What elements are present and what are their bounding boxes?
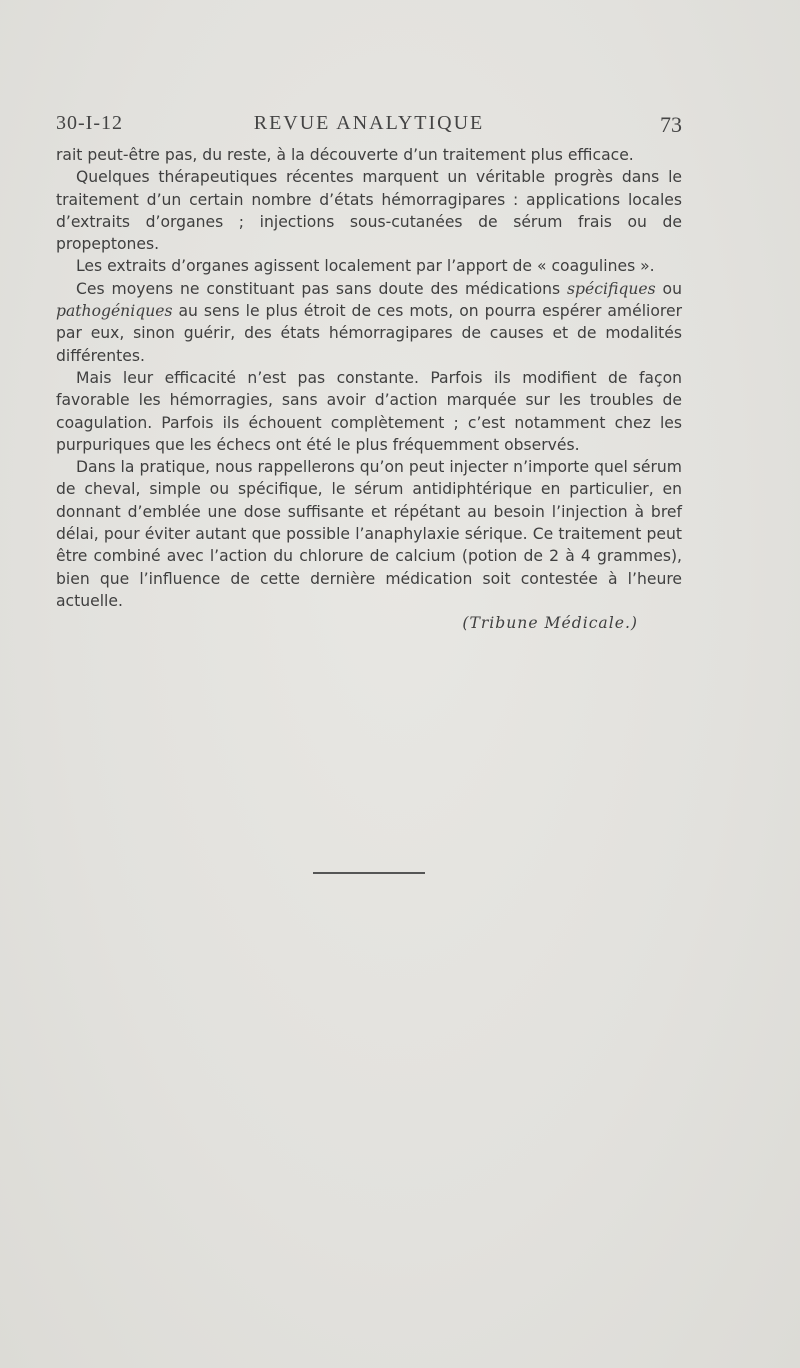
paragraph-means [56, 278, 682, 367]
paragraph-means-text-a: Ces moyens ne constituant pas sans doute des médications [76, 279, 568, 298]
paragraph-efficacy: Mais leur efficacité n’est pas constante. Parfois ils modifient de façon favorable les hémorragies, sans avoir d’action marquée sur les troubles de coagulation. Parfois ils échouent complètement ; c’est notamment chez les purpuriques que les échecs ont été le plus fréquemment observés. [56, 368, 682, 454]
paragraph-therapeutics: Quelques thérapeutiques récentes marquent un véritable progrès dans le traitement d’un certain nombre d’états hémorragipares : applications locales d’extraits d’organes ; injections sous-cutanées de sérum frais ou de propeptones. [56, 168, 682, 254]
paragraph-organ-extracts: Les extraits d’organes agissent localement par l’apport de « coagulines ». [76, 257, 655, 276]
article-body [56, 144, 682, 635]
source-citation: (Tribune Médicale.) [462, 614, 638, 633]
paragraph-continued: rait peut-être pas, du reste, à la découverte d’un traitement plus efficace. [56, 146, 634, 164]
paragraph-means-text-e: au sens le plus étroit de ces mots, on pourra espérer améliorer par eux, sinon guérir, des états hémorragipares de causes et de modalités différentes. [56, 302, 682, 365]
running-header [56, 110, 682, 140]
header-date: 30-I-12 [56, 112, 123, 134]
page-number: 73 [660, 112, 682, 137]
section-divider [313, 872, 425, 874]
paragraph-practice: Dans la pratique, nous rappellerons qu’on peut injecter n’importe quel sérum de cheval, simple ou spécifique, le sérum antidiphtérique en particulier, en donnant d’emblée une dose suffisante et répétant au besoin l’injection à bref délai, pour éviter autant que possible l’anaphylaxie sérique. Ce traitement peut être combiné avec l’action du chlorure de calcium (potion de 2 à 4 grammes), bien que l’influence de cette dernière médication soit contestée à l’heure actuelle. [56, 458, 682, 610]
header-title: REVUE ANALYTIQUE [253, 112, 485, 134]
term-pathogeniques: pathogéniques [56, 302, 173, 321]
paragraph-means-text-c: ou [655, 279, 682, 298]
term-specifiques: spécifiques [567, 279, 656, 298]
